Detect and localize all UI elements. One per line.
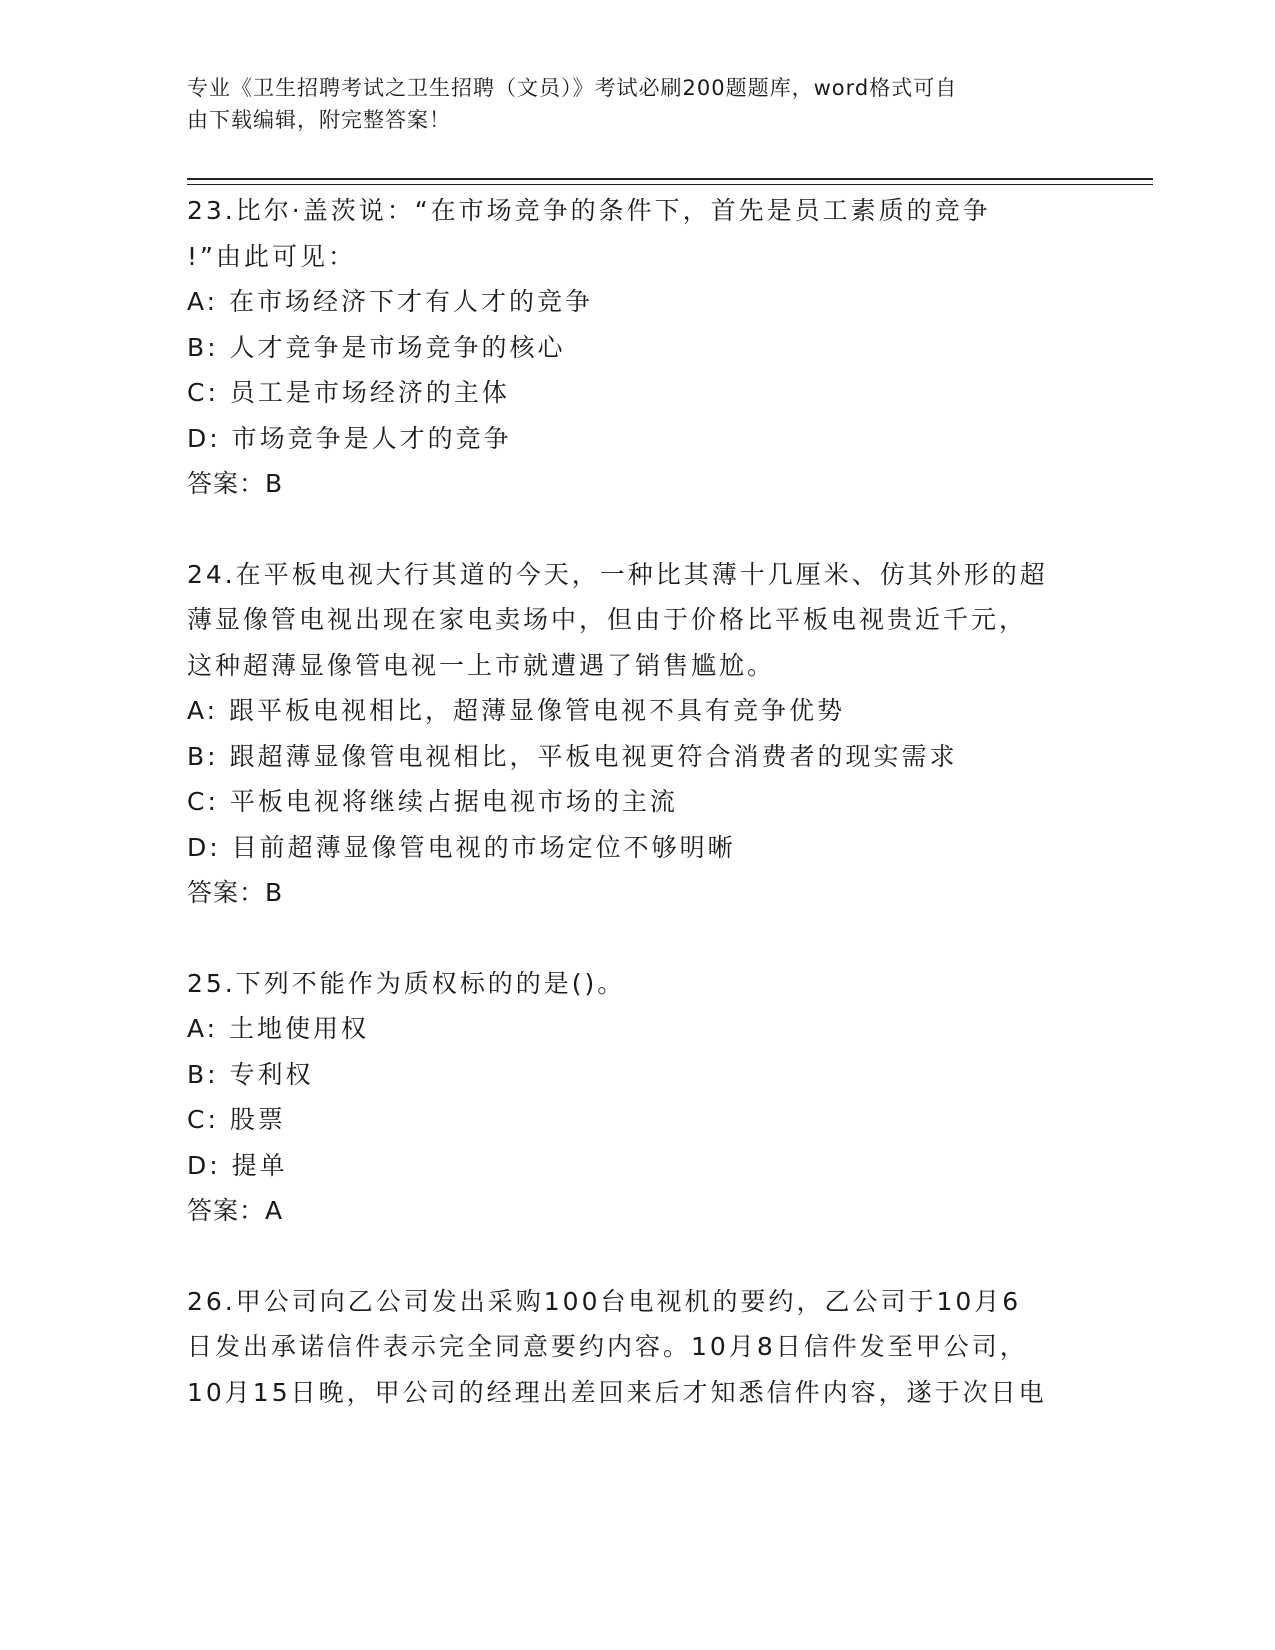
question-26 [187,1279,1087,1416]
question-stem-line: !”由此可见： [187,241,356,271]
option-b: B: 人才竞争是市场竞争的核心 [187,332,566,362]
header-line-2: 由下载编辑，附完整答案！ [187,108,451,132]
option-d: D: 提单 [187,1150,288,1180]
question-gap [187,507,1087,552]
header-rule-thick [187,178,1153,180]
option-b: B: 专利权 [187,1059,314,1089]
option-c: C: 股票 [187,1105,286,1134]
option-a: A: 跟平板电视相比，超薄显像管电视不具有竞争优势 [187,696,846,725]
option-c: C: 平板电视将继续占据电视市场的主流 [187,787,678,816]
question-stem-line: 24.在平板电视大行其道的今天，一种比其薄十几厘米、仿其外形的超 [187,559,1048,589]
option-a: A: 土地使用权 [187,1014,370,1043]
document-header [187,72,1067,136]
question-24 [187,552,1087,916]
option-b: B: 跟超薄显像管电视相比，平板电视更符合消费者的现实需求 [187,741,958,771]
question-23 [187,188,1087,507]
question-stem-line: 25.下列不能作为质权标的的是()。 [187,968,626,998]
option-d: D: 目前超薄显像管电视的市场定位不够明晰 [187,832,736,862]
question-stem-line: 薄显像管电视出现在家电卖场中，但由于价格比平板电视贵近千元， [187,605,1028,634]
answer-line: 答案：B [187,469,284,498]
question-stem-line: 10月15日晚，甲公司的经理出差回来后才知悉信件内容，遂于次日电 [187,1377,1047,1407]
question-25 [187,961,1087,1234]
header-line-1: 专业《卫生招聘考试之卫生招聘（文员）》考试必刷200题题库，word格式可自 [187,76,958,100]
option-c: C: 员工是市场经济的主体 [187,378,510,407]
question-stem-line: 26.甲公司向乙公司发出采购100台电视机的要约，乙公司于10月6 [187,1286,1022,1316]
question-stem-line: 23.比尔·盖茨说：“在市场竞争的条件下，首先是员工素质的竞争 [187,196,991,225]
answer-line: 答案：B [187,878,284,907]
answer-line: 答案：A [187,1196,284,1225]
header-rule-thin [187,184,1153,185]
question-stem-line: 这种超薄显像管电视一上市就遭遇了销售尴尬。 [187,650,776,680]
question-list [187,188,1087,1415]
question-gap [187,916,1087,961]
question-stem-line: 日发出承诺信件表示完全同意要约内容。10月8日信件发至甲公司， [187,1332,1028,1361]
question-gap [187,1234,1087,1279]
option-a: A: 在市场经济下才有人才的竞争 [187,287,594,316]
option-d: D: 市场竞争是人才的竞争 [187,423,512,453]
